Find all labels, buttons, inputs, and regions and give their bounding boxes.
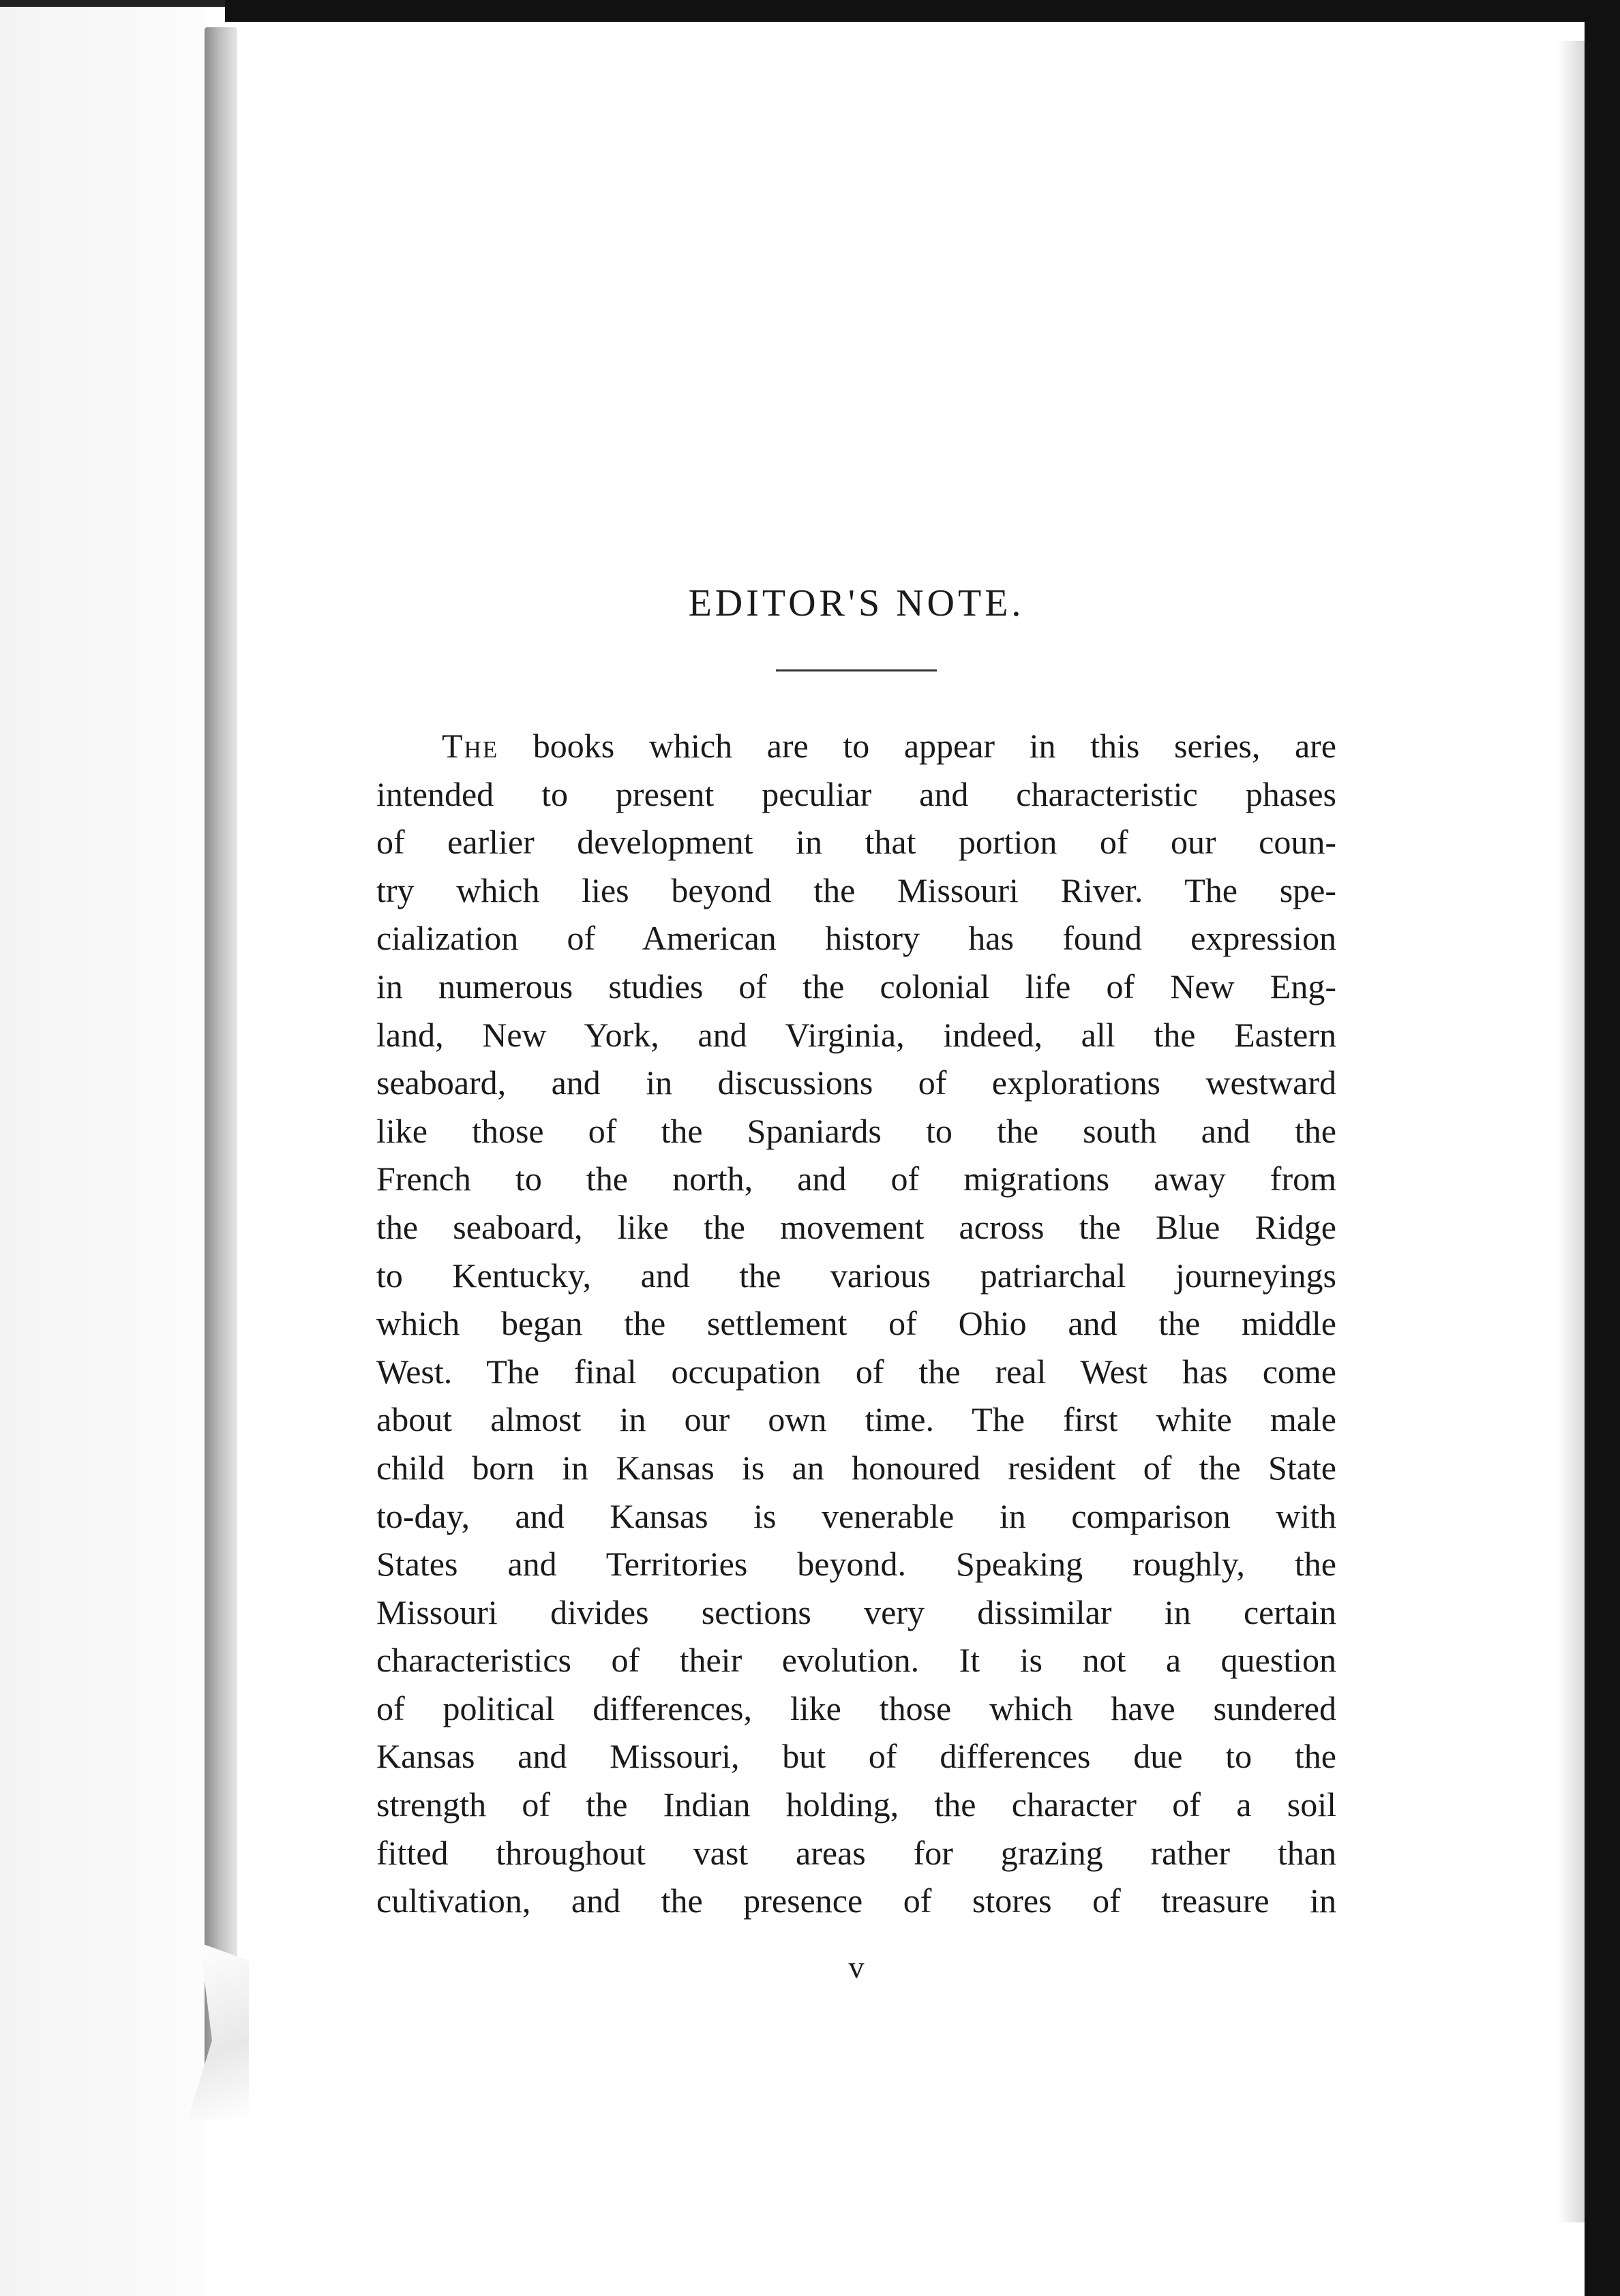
text-line: States and Territories beyond. Speaking roughly, the — [376, 1545, 1336, 1584]
title-rule — [776, 669, 937, 671]
page-number: v — [848, 1949, 865, 1984]
text-line: of political differences, like those which have sundered — [376, 1689, 1336, 1727]
text-line: the seaboard, like the movement across the Blue Ridge — [376, 1207, 1336, 1246]
top-edge — [225, 0, 1620, 22]
drop-word: The — [442, 727, 499, 765]
text-line: land, New York, and Virginia, indeed, all the Eastern — [376, 1015, 1336, 1054]
text-line: try which lies beyond the Missouri River. The spe- — [376, 871, 1336, 909]
text-line: cialization of American history has found expression — [376, 919, 1336, 958]
text-line: seaboard, and in discussions of explorations westward — [376, 1063, 1336, 1102]
text-line: to Kentucky, and the various patriarchal journeyings — [376, 1256, 1336, 1295]
text-line: in numerous studies of the colonial life of New Eng- — [376, 967, 1336, 1006]
page-title: EDITOR'S NOTE. — [688, 582, 1025, 624]
text-line: cultivation, and the presence of stores of treasure in — [376, 1882, 1336, 1920]
text-line: characteristics of their evolution. It is not a question — [376, 1641, 1336, 1680]
text-line: French to the north, and of migrations away from — [376, 1160, 1336, 1198]
right-edge-shadow — [1557, 41, 1585, 2222]
right-edge — [1585, 0, 1620, 2296]
text-line: about almost in our own time. The first white male — [376, 1400, 1336, 1439]
text-line: fitted throughout vast areas for grazing rather than — [376, 1833, 1336, 1872]
text-line: to-day, and Kansas is venerable in comparison with — [376, 1496, 1336, 1535]
text-line: Kansas and Missouri, but of differences due to the — [376, 1737, 1336, 1776]
text-line: child born in Kansas is an honoured resident of the State — [376, 1448, 1336, 1487]
gutter-shadow — [0, 0, 205, 2296]
text-line: like those of the Spaniards to the south and the — [376, 1111, 1336, 1150]
page-content — [376, 579, 1336, 1987]
top-edge-left — [0, 0, 225, 7]
text-line: West. The final occupation of the real West has come — [376, 1352, 1336, 1391]
text-line-content: books which are to appear in this series, are — [498, 727, 1336, 765]
text-line: Missouri divides sections very dissimilar in certain — [376, 1592, 1336, 1631]
text-line: intended to present peculiar and characteristic phases — [376, 774, 1336, 813]
text-line: of earlier development in that portion of our coun- — [376, 823, 1336, 862]
text-line: strength of the Indian holding, the character of a soil — [376, 1785, 1336, 1824]
text-line: which began the settlement of Ohio and the middle — [376, 1304, 1336, 1343]
text-line — [376, 722, 1336, 770]
body-text — [376, 722, 1336, 1925]
binding-spine — [205, 27, 237, 2093]
